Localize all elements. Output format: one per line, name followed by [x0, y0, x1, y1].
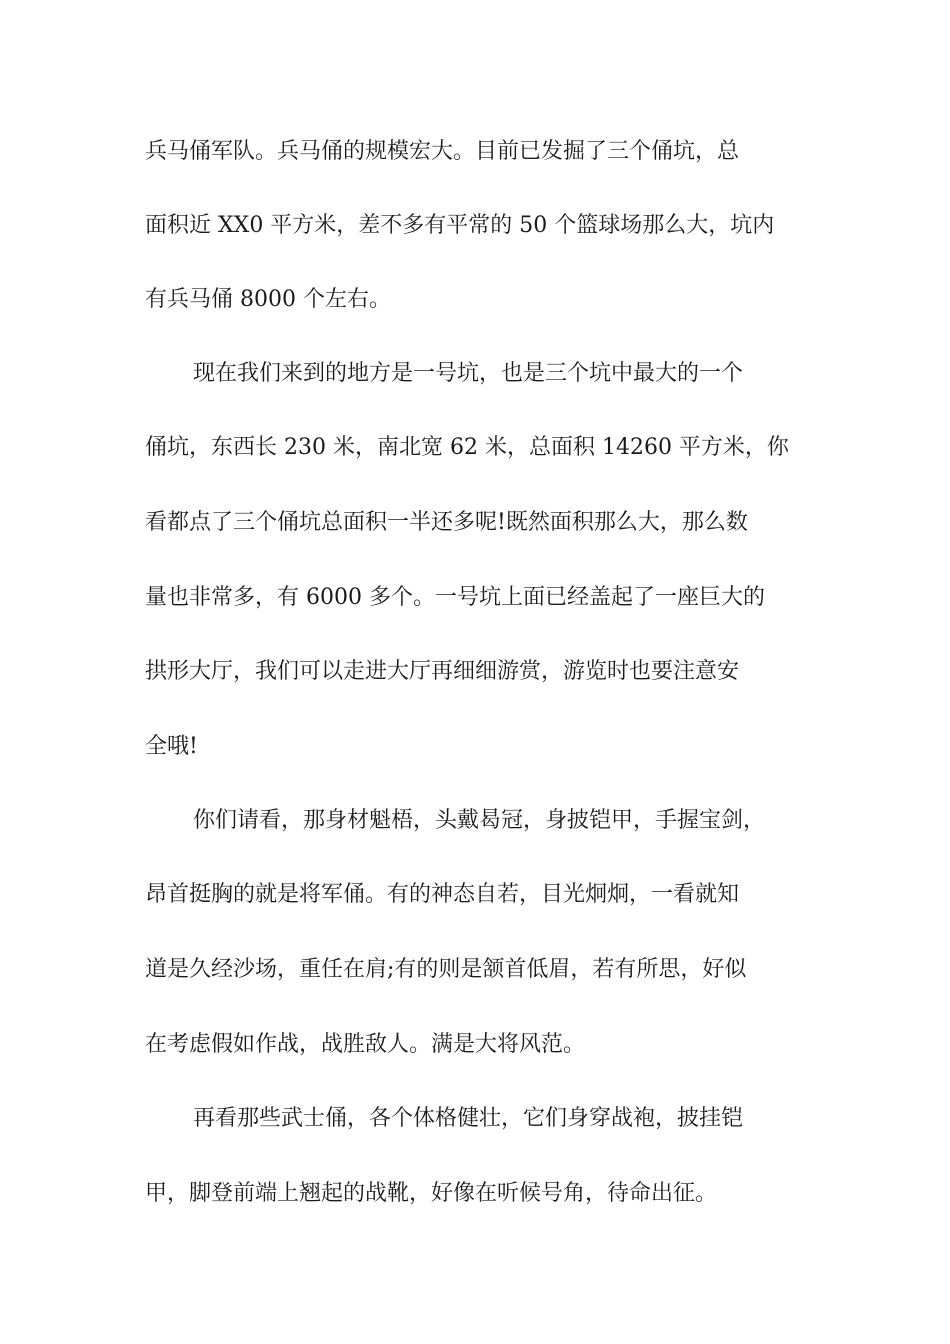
text-line: 有兵马俑 8000 个左右。 — [145, 287, 391, 312]
text-line: 道是久经沙场，重任在肩;有的则是颔首低眉，若有所思，好似 — [145, 957, 747, 982]
text-line: 全哦! — [145, 734, 198, 759]
text-line: 甲，脚登前端上翘起的战靴，好像在听候号角，待命出征。 — [145, 1181, 718, 1206]
paragraph-first-line: 再看那些武士俑，各个体格健壮，它们身穿战袍，披挂铠 — [193, 1106, 744, 1131]
text-line: 面积近 XX0 平方米，差不多有平常的 50 个篮球场那么大，坑内 — [145, 213, 775, 238]
text-line: 量也非常多，有 6000 多个。一号坑上面已经盖起了一座巨大的 — [145, 585, 765, 610]
text-line: 昂首挺胸的就是将军俑。有的神态自若，目光炯炯，一看就知 — [145, 882, 740, 907]
text-line: 看都点了三个俑坑总面积一半还多呢!既然面积那么大，那么数 — [145, 510, 748, 535]
text-line: 兵马俑军队。兵马俑的规模宏大。目前已发掘了三个俑坑，总 — [145, 139, 740, 164]
paragraph-first-line: 现在我们来到的地方是一号坑，也是三个坑中最大的一个 — [193, 361, 744, 386]
text-line: 俑坑，东西长 230 米，南北宽 62 米，总面积 14260 平方米，你 — [145, 435, 789, 460]
paragraph-first-line: 你们请看，那身材魁梧，头戴曷冠，身披铠甲，手握宝剑， — [193, 808, 766, 833]
text-line: 在考虑假如作战，战胜敌人。满是大将风范。 — [145, 1032, 586, 1057]
text-line: 拱形大厅，我们可以走进大厅再细细游赏，游览时也要注意安 — [145, 659, 740, 684]
